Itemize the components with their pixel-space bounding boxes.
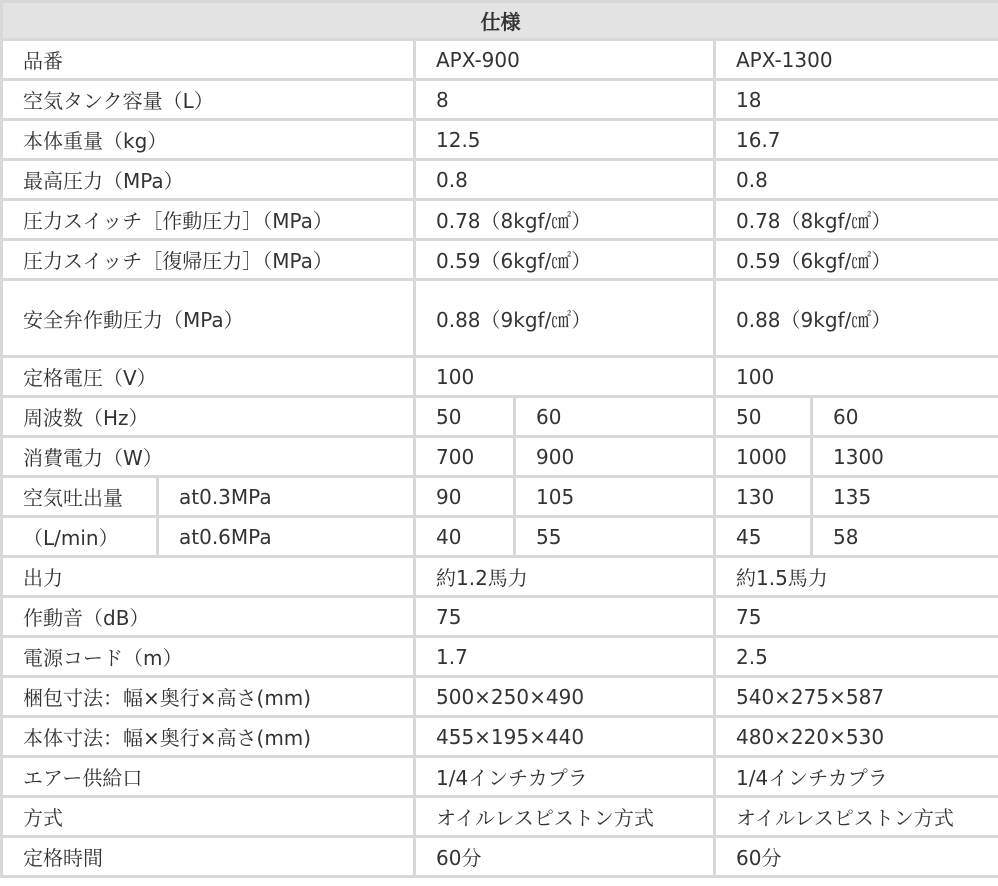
row-label: 定格電圧（V） — [2, 357, 415, 397]
row-label: 作動音（dB） — [2, 597, 415, 637]
value-b-cell: 18 — [715, 80, 998, 120]
table-row — [2, 717, 998, 757]
value-b-cell: 0.88（9kgf/㎠） — [715, 280, 998, 357]
row-label: 空気タンク容量（L） — [2, 80, 415, 120]
row-label: 周波数（Hz） — [2, 397, 415, 437]
value-a-cell: 1.7 — [415, 637, 715, 677]
table-row-voltage — [2, 357, 998, 397]
value-a-cell: 8 — [415, 80, 715, 120]
table-row — [2, 797, 998, 837]
value-a60-cell: 60 — [515, 397, 715, 437]
value-b-cell: 0.59（6kgf/㎠） — [715, 240, 998, 280]
value-a50-cell: 50 — [415, 397, 515, 437]
row-label: 出力 — [2, 557, 415, 597]
row-label: 安全弁作動圧力（MPa） — [2, 280, 415, 357]
value-b-cell: 60分 — [715, 837, 998, 877]
value-a-cell: 約1.2馬力 — [415, 557, 715, 597]
table-row — [2, 757, 998, 797]
row-label: 定格時間 — [2, 837, 415, 877]
value-a-cell: 0.88（9kgf/㎠） — [415, 280, 715, 357]
value-b50-cell: 130 — [715, 477, 812, 517]
row-label: 電源コード（m） — [2, 637, 415, 677]
row-label: 本体重量（kg） — [2, 120, 415, 160]
value-a-cell: 0.78（8kgf/㎠） — [415, 200, 715, 240]
row-label: 圧力スイッチ［復帰圧力］（MPa） — [2, 240, 415, 280]
air-output-sub-label: at0.3MPa — [158, 477, 415, 517]
row-label: 方式 — [2, 797, 415, 837]
value-a-cell: 455×195×440 — [415, 717, 715, 757]
value-b60-cell: 58 — [812, 517, 998, 557]
table-row — [2, 637, 998, 677]
value-b60-cell: 60 — [812, 397, 998, 437]
value-b60-cell: 1300 — [812, 437, 998, 477]
value-b50-cell: 1000 — [715, 437, 812, 477]
value-a60-cell: 900 — [515, 437, 715, 477]
value-a-cell: 60分 — [415, 837, 715, 877]
value-a-cell: 75 — [415, 597, 715, 637]
air-output-label-line1: 空気吐出量 — [2, 477, 158, 517]
value-b-cell: 1/4インチカプラ — [715, 757, 998, 797]
table-row-air-output-2 — [2, 517, 998, 557]
table-row — [2, 80, 998, 120]
table-row-power — [2, 437, 998, 477]
value-b-cell: 0.78（8kgf/㎠） — [715, 200, 998, 240]
value-b-cell: 100 — [715, 357, 998, 397]
value-a-cell: 1/4インチカプラ — [415, 757, 715, 797]
table-row — [2, 597, 998, 637]
table-row — [2, 677, 998, 717]
table-row — [2, 837, 998, 877]
table-row-model — [2, 40, 998, 80]
table-row-air-output-1 — [2, 477, 998, 517]
table-row-safety — [2, 280, 998, 357]
value-a-cell: 0.59（6kgf/㎠） — [415, 240, 715, 280]
table-title: 仕様 — [2, 2, 998, 40]
row-label: エアー供給口 — [2, 757, 415, 797]
table-row — [2, 200, 998, 240]
value-a-cell: 0.8 — [415, 160, 715, 200]
value-a50-cell: 90 — [415, 477, 515, 517]
table-row — [2, 160, 998, 200]
row-label: 圧力スイッチ［作動圧力］（MPa） — [2, 200, 415, 240]
value-b-cell: 0.8 — [715, 160, 998, 200]
value-a50-cell: 40 — [415, 517, 515, 557]
row-label: 品番 — [2, 40, 415, 80]
row-label: 消費電力（W） — [2, 437, 415, 477]
row-label: 本体寸法：幅×奥行×高さ(mm) — [2, 717, 415, 757]
value-b-cell: 75 — [715, 597, 998, 637]
model-a-cell: APX-900 — [415, 40, 715, 80]
value-b-cell: 540×275×587 — [715, 677, 998, 717]
air-output-label-line2: （L/min） — [2, 517, 158, 557]
air-output-sub-label: at0.6MPa — [158, 517, 415, 557]
value-b-cell: 16.7 — [715, 120, 998, 160]
value-a-cell: 12.5 — [415, 120, 715, 160]
value-b50-cell: 45 — [715, 517, 812, 557]
value-a60-cell: 105 — [515, 477, 715, 517]
value-b-cell: 480×220×530 — [715, 717, 998, 757]
value-a50-cell: 700 — [415, 437, 515, 477]
value-b-cell: 約1.5馬力 — [715, 557, 998, 597]
value-a-cell: オイルレスピストン方式 — [415, 797, 715, 837]
value-b60-cell: 135 — [812, 477, 998, 517]
value-a60-cell: 55 — [515, 517, 715, 557]
table-row — [2, 240, 998, 280]
value-b-cell: 2.5 — [715, 637, 998, 677]
value-b-cell: オイルレスピストン方式 — [715, 797, 998, 837]
table-row — [2, 120, 998, 160]
value-a-cell: 500×250×490 — [415, 677, 715, 717]
title-row — [2, 2, 998, 40]
value-b50-cell: 50 — [715, 397, 812, 437]
table-row-frequency — [2, 397, 998, 437]
row-label: 最高圧力（MPa） — [2, 160, 415, 200]
table-row — [2, 557, 998, 597]
row-label: 梱包寸法：幅×奥行×高さ(mm) — [2, 677, 415, 717]
value-a-cell: 100 — [415, 357, 715, 397]
model-b-cell: APX-1300 — [715, 40, 998, 80]
